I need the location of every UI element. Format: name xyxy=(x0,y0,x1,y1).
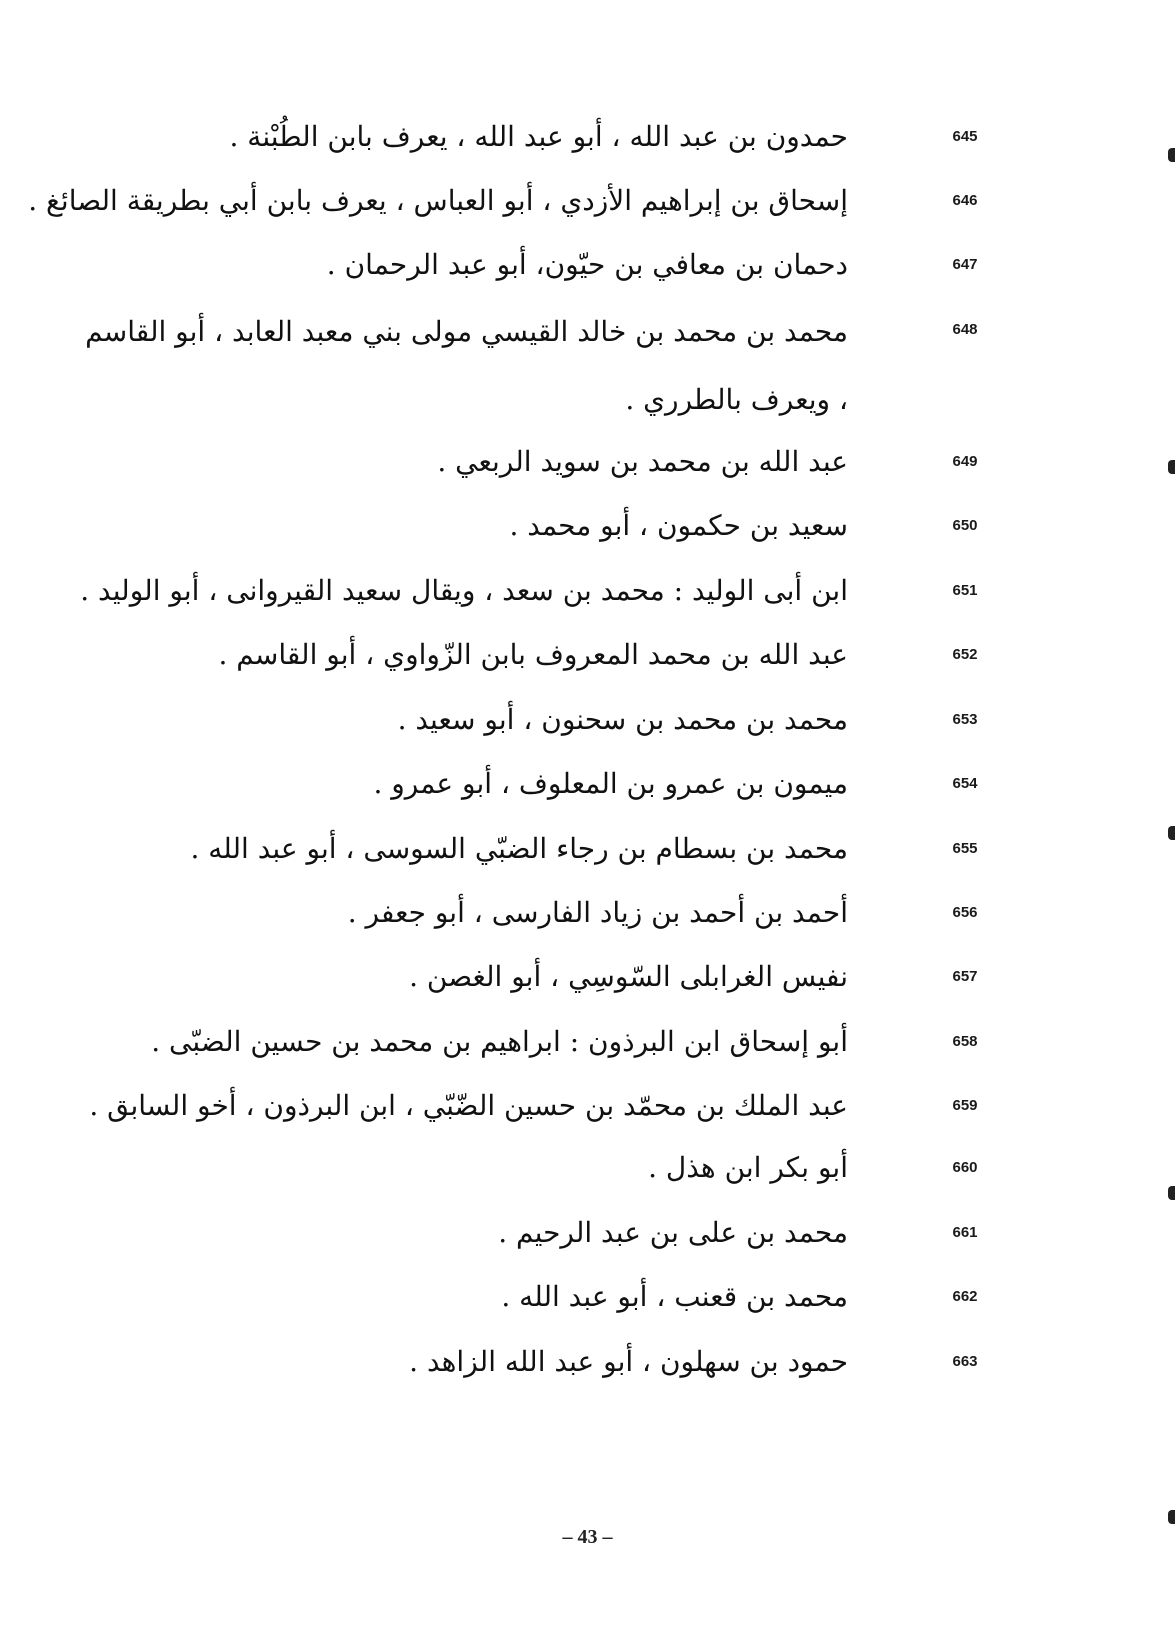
entry-number: 653 xyxy=(952,711,978,728)
entry-651 xyxy=(80,559,1110,623)
entry-text: ميمون بن عمرو بن المعلوف ، أبو عمرو . xyxy=(373,767,848,800)
entry-text: سعيد بن حكمون ، أبو محمد . xyxy=(509,509,848,542)
entry-number: 659 xyxy=(952,1097,978,1114)
entry-number: 656 xyxy=(952,904,978,921)
scan-edge-mark xyxy=(1168,826,1175,840)
entry-number: 658 xyxy=(952,1033,978,1050)
entry-text: محمد بن محمد بن سحنون ، أبو سعيد . xyxy=(397,703,848,736)
entry-number: 663 xyxy=(952,1353,978,1370)
entry-658 xyxy=(80,1010,1110,1074)
entry-647 xyxy=(80,233,1110,297)
entry-text: أبو بكر ابن هذل . xyxy=(648,1151,848,1184)
page-number: – 43 – xyxy=(562,1526,613,1548)
entry-656 xyxy=(80,881,1110,945)
entry-text: عبد الله بن محمد المعروف بابن الزّواوي ، أبو القاسم . xyxy=(218,638,848,671)
entry-text: نفيس الغرابلى السّوسِي ، أبو الغصن . xyxy=(409,960,848,993)
entry-number: 652 xyxy=(952,646,978,663)
entry-number: 655 xyxy=(952,840,978,857)
entry-number: 646 xyxy=(952,192,978,209)
entry-text: أبو إسحاق ابن البرذون : ابراهيم بن محمد بن حسين الضبّى . xyxy=(151,1025,848,1058)
scan-edge-mark xyxy=(1168,1186,1175,1200)
entry-number: 648 xyxy=(952,321,978,338)
entry-text: محمد بن محمد بن خالد القيسي مولى بني معبد العابد ، أبو القاسم ، ويعرف بالطرري . xyxy=(85,315,848,416)
scan-edge-mark xyxy=(1168,148,1175,162)
entry-654 xyxy=(80,752,1110,816)
entry-number: 660 xyxy=(952,1159,978,1176)
entry-text: دحمان بن معافي بن حيّون، أبو عبد الرحمان . xyxy=(326,248,848,281)
entry-649 xyxy=(80,430,1110,494)
entry-text: عبد الله بن محمد بن سويد الربعي . xyxy=(437,445,848,478)
entry-number: 661 xyxy=(952,1224,978,1241)
entry-645 xyxy=(80,105,1110,169)
entry-number: 657 xyxy=(952,968,978,985)
entry-number: 645 xyxy=(952,128,978,145)
entry-652 xyxy=(80,623,1110,687)
entry-text: عبد الملك بن محمّد بن حسين الضّبّي ، ابن البرذون ، أخو السابق . xyxy=(89,1089,848,1122)
entry-number: 647 xyxy=(952,256,978,273)
entry-text: محمد بن بسطام بن رجاء الضبّي السوسى ، أبو عبد الله . xyxy=(190,832,848,865)
entry-646 xyxy=(28,169,1110,233)
entry-number: 654 xyxy=(952,775,978,792)
entry-text: حمدون بن عبد الله ، أبو عبد الله ، يعرف بابن الطُبْنة . xyxy=(229,120,848,153)
entry-text: إسحاق بن إبراهيم الأزدي ، أبو العباس ، يعرف بابن أبي بطريقة الصائغ . xyxy=(28,184,848,217)
entry-648 xyxy=(80,298,1110,434)
entry-text: محمد بن على بن عبد الرحيم . xyxy=(498,1216,848,1249)
entry-662 xyxy=(80,1265,1110,1329)
entry-text: أحمد بن أحمد بن زياد الفارسى ، أبو جعفر . xyxy=(347,896,848,929)
scan-edge-mark xyxy=(1168,1510,1175,1524)
entry-660 xyxy=(80,1136,1110,1200)
entry-text: محمد بن قعنب ، أبو عبد الله . xyxy=(501,1280,848,1313)
entry-655 xyxy=(80,817,1110,881)
entry-number: 650 xyxy=(952,517,978,534)
entry-text: ابن أبى الوليد : محمد بن سعد ، ويقال سعيد القيروانى ، أبو الوليد . xyxy=(80,574,848,607)
entry-653 xyxy=(80,688,1110,752)
entry-number: 649 xyxy=(952,453,978,470)
scan-edge-mark xyxy=(1168,460,1175,474)
entry-number: 651 xyxy=(952,582,978,599)
entry-661 xyxy=(80,1201,1110,1265)
entry-number: 662 xyxy=(952,1288,978,1305)
entry-657 xyxy=(80,945,1110,1009)
entry-650 xyxy=(80,494,1110,558)
entry-663 xyxy=(80,1330,1110,1394)
entry-659 xyxy=(80,1074,1110,1138)
entry-text: حمود بن سهلون ، أبو عبد الله الزاهد . xyxy=(409,1345,848,1378)
